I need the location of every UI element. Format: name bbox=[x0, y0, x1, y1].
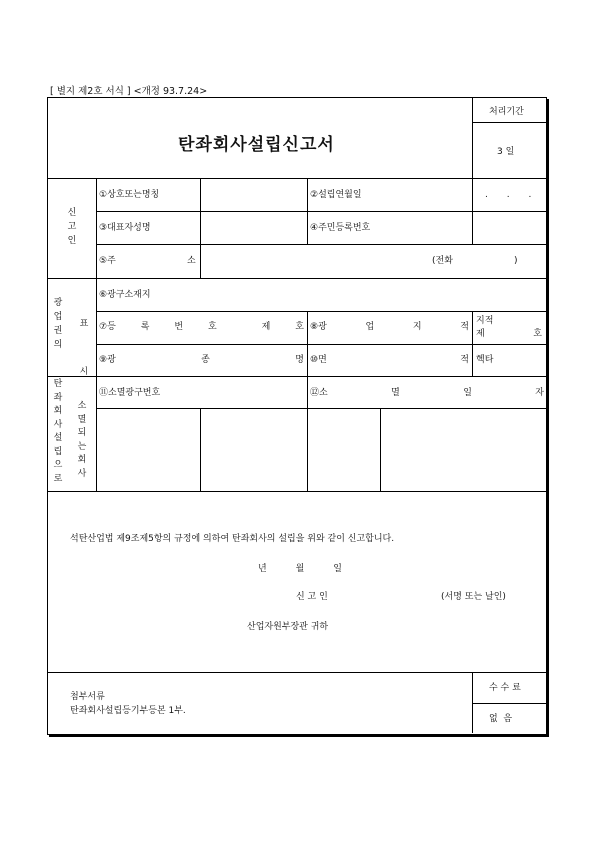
field-extinct-mine-number-label: ⑪소멸광구번호 bbox=[99, 388, 161, 398]
attachments-item: 탄좌회사설립등기부등본 1부. bbox=[70, 706, 186, 716]
field-resident-number-label: ④주민등록번호 bbox=[310, 223, 371, 233]
form-number-note: [ 별지 제2호 서식 ] <개정 93.7.24> bbox=[50, 86, 208, 97]
fee-value: 없 음 bbox=[489, 714, 513, 724]
field-establish-date-value[interactable]: . . . bbox=[485, 190, 540, 200]
field-area-label: ⑩면 적 bbox=[310, 355, 469, 365]
sign-note: (서명 또는 날인) bbox=[441, 592, 506, 602]
form-title: 탄좌회사설립신고서 bbox=[178, 135, 335, 155]
field-company-name-label: ①상호또는명칭 bbox=[99, 190, 160, 200]
field-mineral-type-label: ⑨광 종 명 bbox=[99, 355, 304, 365]
processing-period-value: 3 일 bbox=[497, 147, 515, 157]
processing-period-label: 처리기간 bbox=[489, 107, 524, 117]
signer-label: 신 고 인 bbox=[296, 592, 328, 602]
reporter-section-label: 신고인 bbox=[67, 208, 77, 246]
field-registration-number-label: ⑦등 록 번 호 제 호 bbox=[99, 322, 304, 332]
recipient: 산업자원부장관 귀하 bbox=[247, 622, 329, 632]
field-mine-location-label: ⑥광구소재지 bbox=[99, 290, 151, 300]
statement-text: 석탄산업법 제9조제5항의 규정에 의하여 탄좌회사의 설립을 위와 같이 신고합니다. bbox=[70, 534, 395, 544]
attachments-label: 첨부서류 bbox=[70, 692, 105, 702]
mining-rights-section-label: 광업권의 표시 bbox=[53, 298, 89, 377]
date-line: 년 월 일 bbox=[258, 564, 342, 574]
field-extinct-date-label: ⑫소 멸 일 자 bbox=[310, 388, 544, 398]
hectare-unit: 헥타 bbox=[476, 355, 494, 365]
company-section-label: 탄좌회사설립으로 소멸되는회사 bbox=[53, 379, 87, 484]
field-address-label-a: ⑤주 bbox=[99, 256, 116, 266]
field-address-label-b: 소 bbox=[187, 256, 196, 266]
field-representative-label: ③대표자성명 bbox=[99, 223, 151, 233]
cadastre-number: 제 호 bbox=[476, 329, 542, 339]
field-establish-date-label: ②설립연월일 bbox=[310, 190, 362, 200]
cadastre-text: 지적 bbox=[476, 316, 494, 326]
field-mining-cadastre-label: ⑧광 업 지 적 bbox=[310, 322, 469, 332]
phone-close: ) bbox=[514, 256, 518, 266]
fee-label: 수 수 료 bbox=[489, 683, 521, 693]
phone-label: (전화 bbox=[432, 256, 453, 266]
